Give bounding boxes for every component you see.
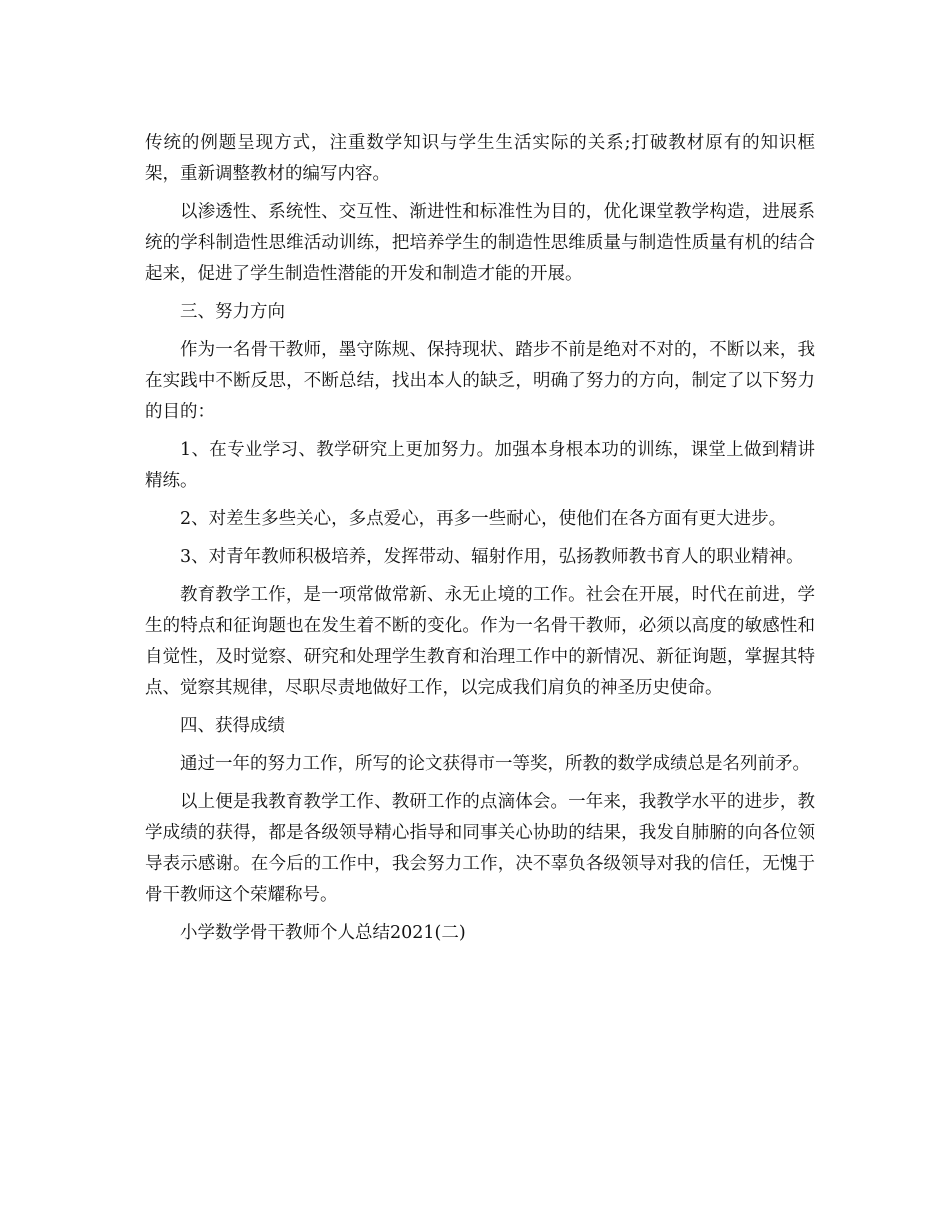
body-paragraph: 以渗透性、系统性、交互性、渐进性和标准性为目的，优化课堂教学构造，进展系统的学科制造性思维活动训练，把培养学生的制造性思维质量与制造性质量有机的结合起来，促进了学生制造性潜能的开发和制造才能的开展。 <box>145 202 815 284</box>
list-item-paragraph: 3、对青年教师积极培养，发挥带动、辐射作用，弘扬教师教书育人的职业精神。 <box>180 547 804 567</box>
body-paragraph: 通过一年的努力工作，所写的论文获得市一等奖，所教的数学成绩总是名列前矛。 <box>180 754 810 774</box>
next-document-title: 小学数学骨干教师个人总结2021(二) <box>180 923 466 943</box>
body-paragraph: 以上便是我教育教学工作、教研工作的点滴体会。一年来，我教学水平的进步，教学成绩的获得，都是各级领导精心指导和同事关心协助的结果，我发自肺腑的向各位领导表示感谢。在今后的工作中，我会努力工作，决不辜负各级领导对我的信任，无愧于骨干教师这个荣耀称号。 <box>145 792 815 905</box>
body-paragraph: 教育教学工作，是一项常做常新、永无止境的工作。社会在开展，时代在前进，学生的特点和征询题也在发生着不断的变化。作为一名骨干教师，必须以高度的敏感性和自觉性，及时觉察、研究和处理学生教育和治理工作中的新情况、新征询题，掌握其特点、觉察其规律，尽职尽责地做好工作，以完成我们肩负的神圣历史使命。 <box>145 585 815 698</box>
list-item-paragraph: 1、在专业学习、教学研究上更加努力。加强本身根本功的训练，课堂上做到精讲精练。 <box>145 440 815 491</box>
document-body <box>145 128 815 956</box>
section-heading: 四、获得成绩 <box>180 716 285 736</box>
body-paragraph: 传统的例题呈现方式，注重数学知识与学生生活实际的关系;打破教材原有的知识框架，重新调整教材的编写内容。 <box>145 133 815 184</box>
section-heading: 三、努力方向 <box>180 302 285 322</box>
list-item-paragraph: 2、对差生多些关心，多点爱心，再多一些耐心，使他们在各方面有更大进步。 <box>180 509 787 529</box>
body-paragraph: 作为一名骨干教师，墨守陈规、保持现状、踏步不前是绝对不对的，不断以来，我在实践中不断反思，不断总结，找出本人的缺乏，明确了努力的方向，制定了以下努力的目的： <box>145 340 815 422</box>
